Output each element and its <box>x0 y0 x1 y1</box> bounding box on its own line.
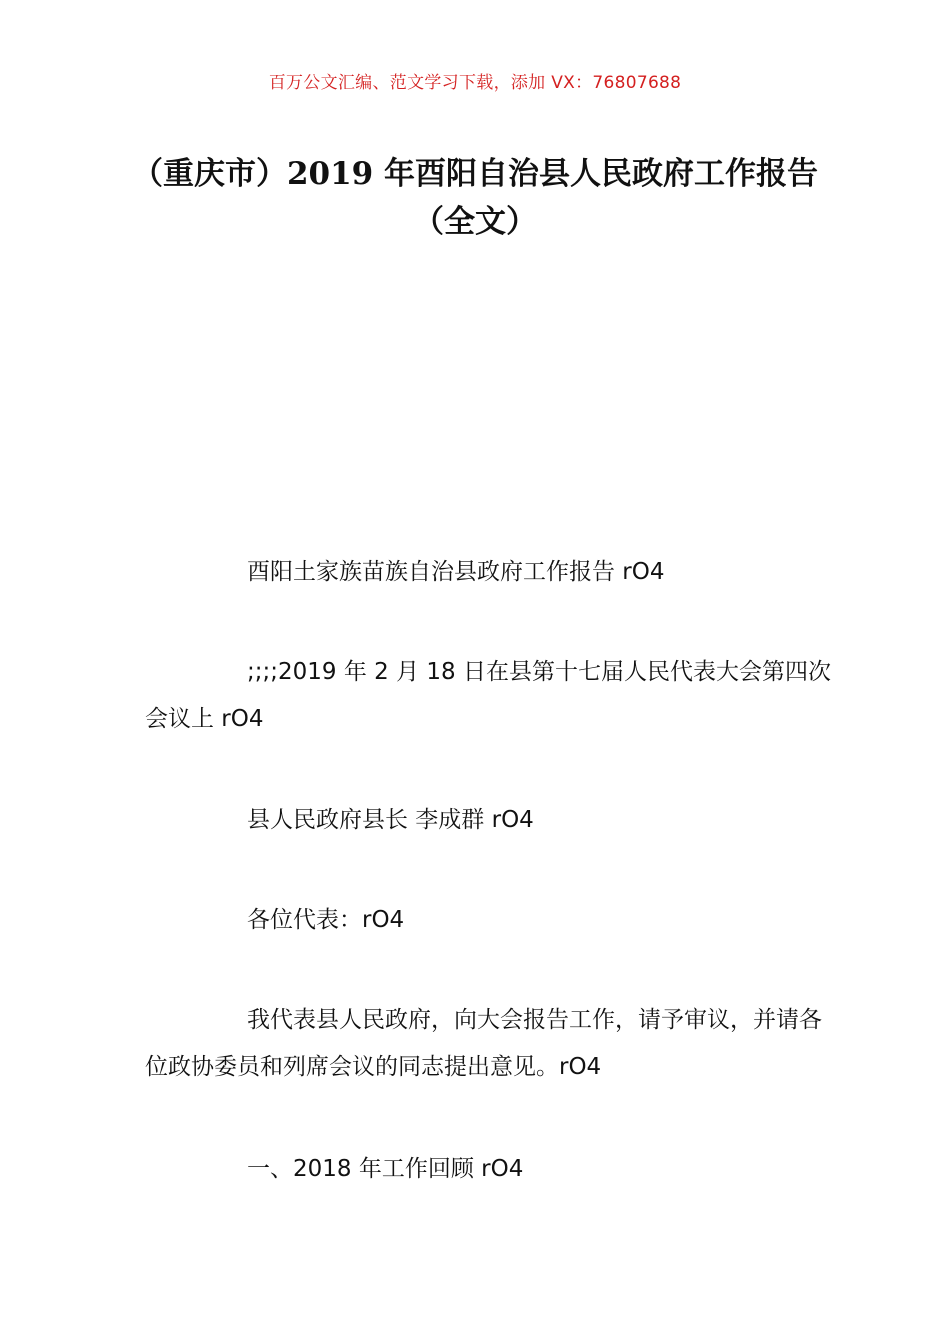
paragraph <box>145 997 835 1091</box>
paragraph-text: 各位代表：rO4 <box>247 907 405 933</box>
paragraph-text: 县人民政府县长 李成群 rO4 <box>247 807 534 833</box>
header-note: 百万公文汇编、范文学习下载，添加 VX：76807688 <box>268 73 682 93</box>
paragraph <box>145 797 835 844</box>
document-title: （重庆市）2019 年酉阳自治县人民政府工作报告（全文） <box>131 156 819 240</box>
paragraph <box>145 549 835 596</box>
paragraph-text: 酉阳土家族苗族自治县政府工作报告 rO4 <box>247 559 665 585</box>
paragraph-text: 一、2018 年工作回顾 rO4 <box>247 1156 524 1182</box>
paragraph <box>145 649 835 743</box>
paragraph <box>145 897 835 944</box>
paragraph <box>145 1146 835 1193</box>
paragraph-text: ;;;;2019 年 2 月 18 日在县第十七届人民代表大会第四次会议上 rO4 <box>145 659 831 732</box>
paragraph-text: 我代表县人民政府，向大会报告工作，请予审议，并请各位政协委员和列席会议的同志提出意见。rO4 <box>145 1007 822 1080</box>
